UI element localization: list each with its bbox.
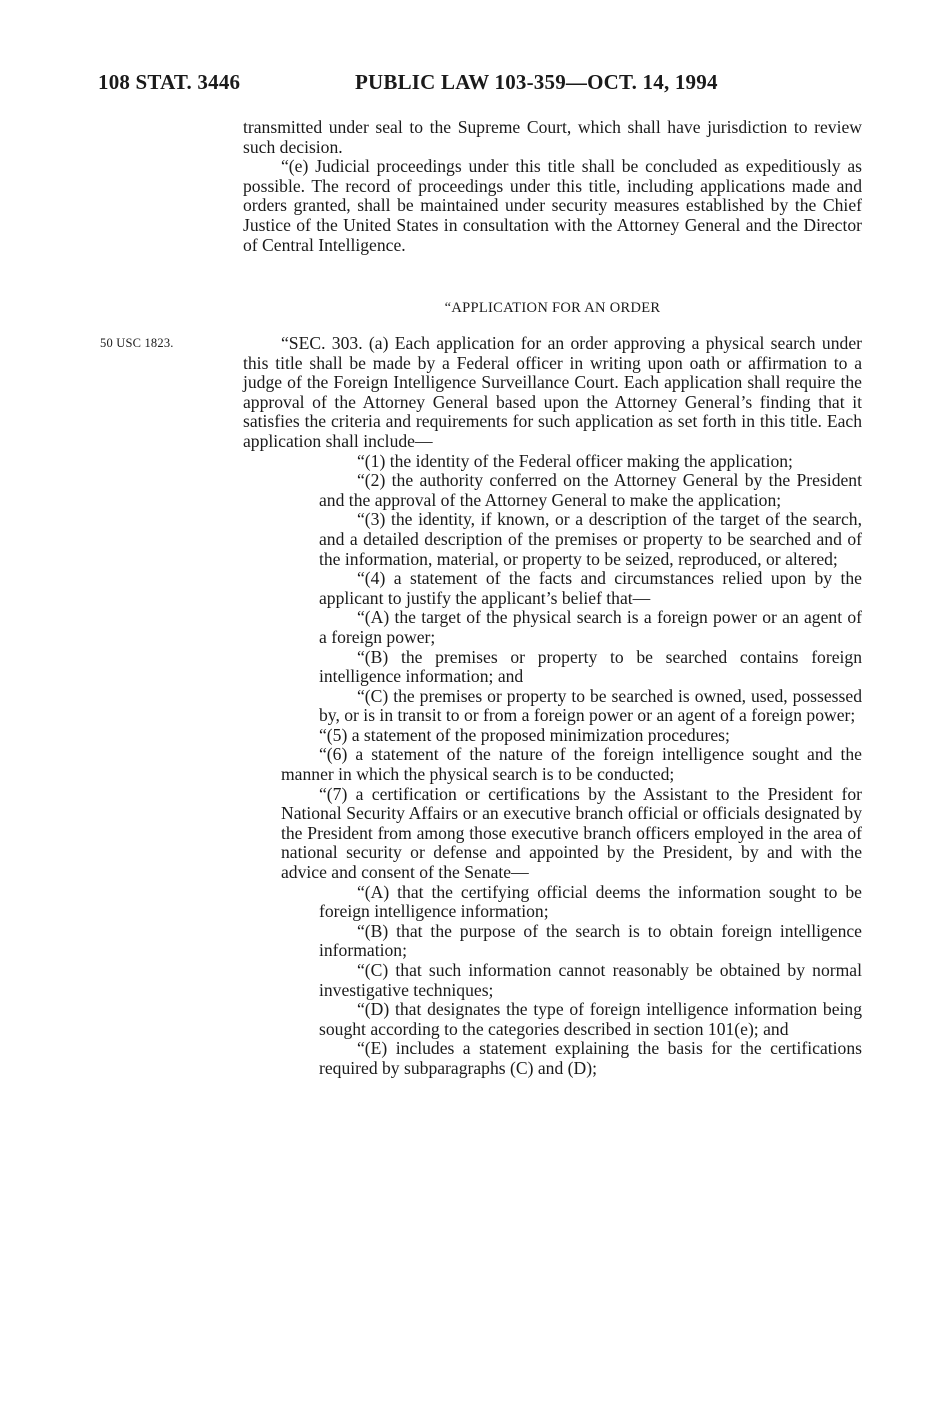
margin-citation: 50 USC 1823. [100,336,174,350]
paragraph-e: “(e) Judicial proceedings under this title shall be concluded as expeditiously as possible. The record of proceedings under this title, including applications made and orders granted, shall be maintained under security measures established by the Chief Justice of the United States in consultation with the Attorney General and the Director of Central Intelligence. [243,156,862,255]
top-text-block [243,118,862,255]
item-2: “(2) the authority conferred on the Attorney General by the President and the approval of the Attorney General to make the application; [319,470,862,510]
section-heading: “APPLICATION FOR AN ORDER [444,300,661,316]
item-7-e: “(E) includes a statement explaining the basis for the certifications required by subparagraphs (C) and (D); [319,1038,862,1078]
paragraph-continuation: transmitted under seal to the Supreme Court, which shall have jurisdiction to review such decision. [243,117,862,157]
item-5: “(5) a statement of the proposed minimization procedures; [319,724,730,745]
item-4: “(4) a statement of the facts and circumstances relied upon by the applicant to justify the applicant’s belief that— [319,568,862,608]
item-4-b: “(B) the premises or property to be searched contains foreign intelligence information; and [319,646,862,687]
statute-page-number: 108 STAT. 3446 [98,70,241,94]
item-3: “(3) the identity, if known, or a description of the target of the search, and a detailed description of the premises or property to be searched and of the information, material, or property to be seized, reproduced, or altered; [319,509,862,569]
sec-rest: . 303. (a) Each application for an order approving a physical search under this title shall be made by a Federal officer in writing upon oath or affirmation to a judge of the Foreign Intelligence Surveillance Court. Each application shall require the approval of the Attorney General based upon the Attorney General’s finding that it satisfies the criteria and requirements for such application as set forth in this title. Each application shall include— [243,333,862,451]
item-4-c: “(C) the premises or property to be searched is owned, used, possessed by, or is in transit to or from a foreign power or an agent of a foreign power; [319,685,862,726]
section-303-intro [243,334,862,452]
item-7-c: “(C) that such information cannot reasonably be obtained by normal investigative techniques; [319,960,862,1000]
item-7-a: “(A) that the certifying official deems the information sought to be foreign intelligence information; [319,881,862,922]
item-1: “(1) the identity of the Federal officer making the application; [357,450,793,471]
item-7-d: “(D) that designates the type of foreign intelligence information being sought according to the categories described in section 101(e); and [319,999,862,1039]
public-law-title: PUBLIC LAW 103-359—OCT. 14, 1994 [355,70,718,94]
sec-smallcaps: EC [298,333,322,353]
page-header [98,70,878,100]
item-7: “(7) a certification or certifications by the Assistant to the President for National Security Affairs or an executive branch official or officials designated by the President from among those executive branch officers employed in the area of national security or defense and appointed by the President, by and with the advice and consent of the Senate— [281,783,862,883]
item-4-a: “(A) the target of the physical search is a foreign power or an agent of a foreign power; [319,607,862,647]
item-7-b: “(B) that the purpose of the search is to obtain foreign intelligence information; [319,920,862,961]
sec-prefix: “S [281,333,299,353]
section-303-block [243,334,862,1079]
item-6: “(6) a statement of the nature of the foreign intelligence sought and the manner in which the physical search is to be conducted; [281,744,862,785]
